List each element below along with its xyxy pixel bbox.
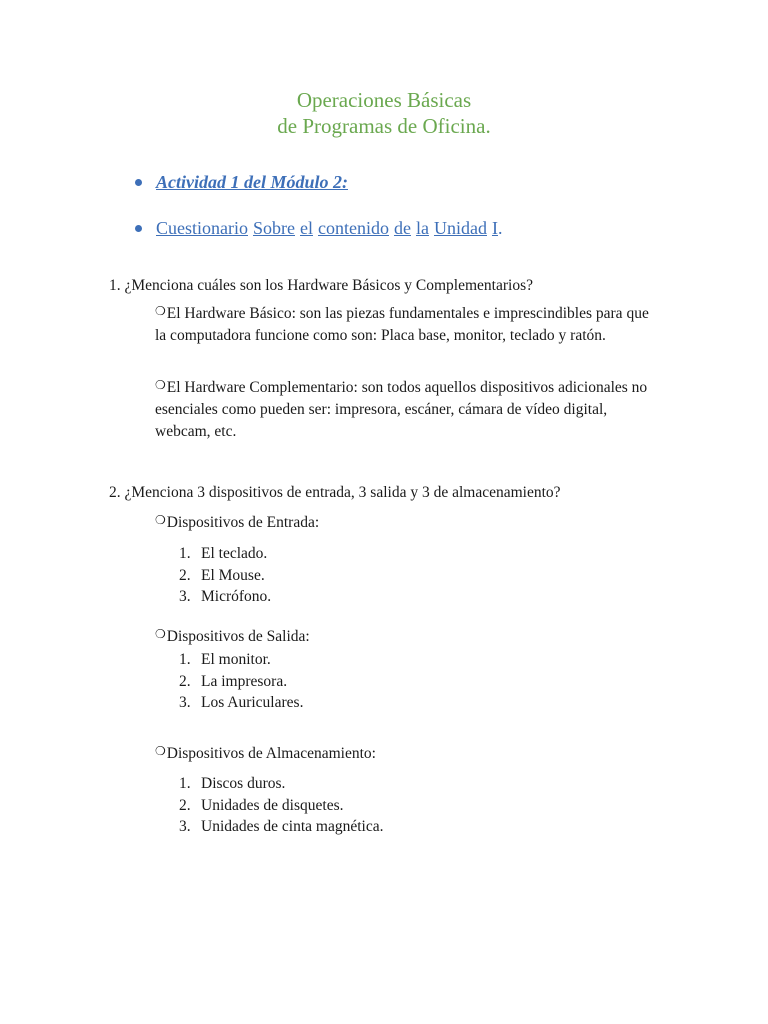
storage-devices-heading <box>155 744 376 764</box>
input-devices-heading <box>155 513 319 533</box>
list-mark-icon: ❍ <box>155 627 166 641</box>
bullet-dot-icon <box>135 225 142 232</box>
list-item-number: 3. <box>179 818 191 835</box>
questionnaire-link-word[interactable]: la <box>415 218 429 238</box>
list-item-text: El Mouse. <box>201 566 265 584</box>
questionnaire-link-word[interactable]: el <box>300 218 313 238</box>
list-item-number: 1. <box>179 545 191 562</box>
storage-devices-heading-text: Dispositivos de Almacenamiento: <box>166 745 376 762</box>
list-item-number: 2. <box>179 796 191 814</box>
activity-link[interactable]: Actividad 1 del Módulo 2: <box>156 172 348 192</box>
storage-devices-list <box>179 773 383 838</box>
list-item-number: 1. <box>179 651 191 668</box>
output-devices-heading <box>155 627 310 647</box>
input-devices-heading-text: Dispositivos de Entrada: <box>166 514 320 531</box>
list-item-number: 3. <box>179 694 191 711</box>
list-item-text: La impresora. <box>201 672 288 690</box>
question-1-number: 1. <box>109 277 121 294</box>
list-item <box>179 543 271 565</box>
questionnaire-period: . <box>497 218 503 238</box>
questionnaire-link-word[interactable]: Sobre <box>253 218 295 238</box>
question-2-number: 2. <box>109 484 121 501</box>
answer-basic-hardware <box>155 303 655 347</box>
input-devices-list <box>179 543 271 608</box>
bullet-dot-icon <box>135 179 142 186</box>
list-item <box>179 649 303 671</box>
answer-complementary-hardware-text: El Hardware Complementario: son todos aquellos dispositivos adicionales no esenciales como pueden ser: impresora, escáner, cámara de vídeo digital, webcam, etc. <box>155 379 648 440</box>
list-item <box>179 671 303 693</box>
list-item <box>179 816 383 838</box>
output-devices-heading-text: Dispositivos de Salida: <box>166 628 310 645</box>
list-item-text: Micrófono. <box>201 588 272 605</box>
list-item-text: El monitor. <box>201 651 271 668</box>
questionnaire-link-word[interactable]: contenido <box>318 218 389 238</box>
list-item <box>179 565 271 587</box>
question-2 <box>109 483 561 503</box>
list-item-text: Discos duros. <box>201 775 286 792</box>
list-item-number: 3. <box>179 588 191 605</box>
list-item <box>179 692 303 714</box>
activity-bullet <box>135 172 348 193</box>
questionnaire-link-word[interactable]: I <box>491 218 498 238</box>
questionnaire-link-word[interactable]: Cuestionario <box>156 218 248 238</box>
title-line-2: de Programas de Oficina. <box>277 114 491 138</box>
questionnaire-link-word[interactable]: Unidad <box>433 218 487 238</box>
list-item <box>179 773 383 795</box>
list-item-number: 2. <box>179 566 191 584</box>
list-item-text: Unidades de disquetes. <box>201 796 344 814</box>
questionnaire-link-word[interactable]: de <box>393 218 411 238</box>
questionnaire-bullet <box>135 218 502 239</box>
list-item-number: 2. <box>179 672 191 690</box>
list-mark-icon: ❍ <box>155 378 166 392</box>
output-devices-list <box>179 649 303 714</box>
question-2-text: ¿Menciona 3 dispositivos de entrada, 3 salida y 3 de almacenamiento? <box>124 484 561 501</box>
question-1-text: ¿Menciona cuáles son los Hardware Básicos y Complementarios? <box>124 277 533 294</box>
question-1 <box>109 276 533 296</box>
title-line-1: Operaciones Básicas <box>296 88 472 112</box>
list-item-text: Unidades de cinta magnética. <box>201 818 384 835</box>
list-item <box>179 795 383 817</box>
list-item-number: 1. <box>179 775 191 792</box>
list-mark-icon: ❍ <box>155 304 166 318</box>
list-mark-icon: ❍ <box>155 513 166 527</box>
answer-basic-hardware-text: El Hardware Básico: son las piezas fundamentales e imprescindibles para que la computadora funcione como son: Placa base, monitor, teclado y ratón. <box>155 305 649 344</box>
list-item <box>179 586 271 608</box>
list-mark-icon: ❍ <box>155 744 166 758</box>
list-item-text: Los Auriculares. <box>201 694 304 711</box>
list-item-text: El teclado. <box>201 545 268 562</box>
answer-complementary-hardware <box>155 377 655 443</box>
